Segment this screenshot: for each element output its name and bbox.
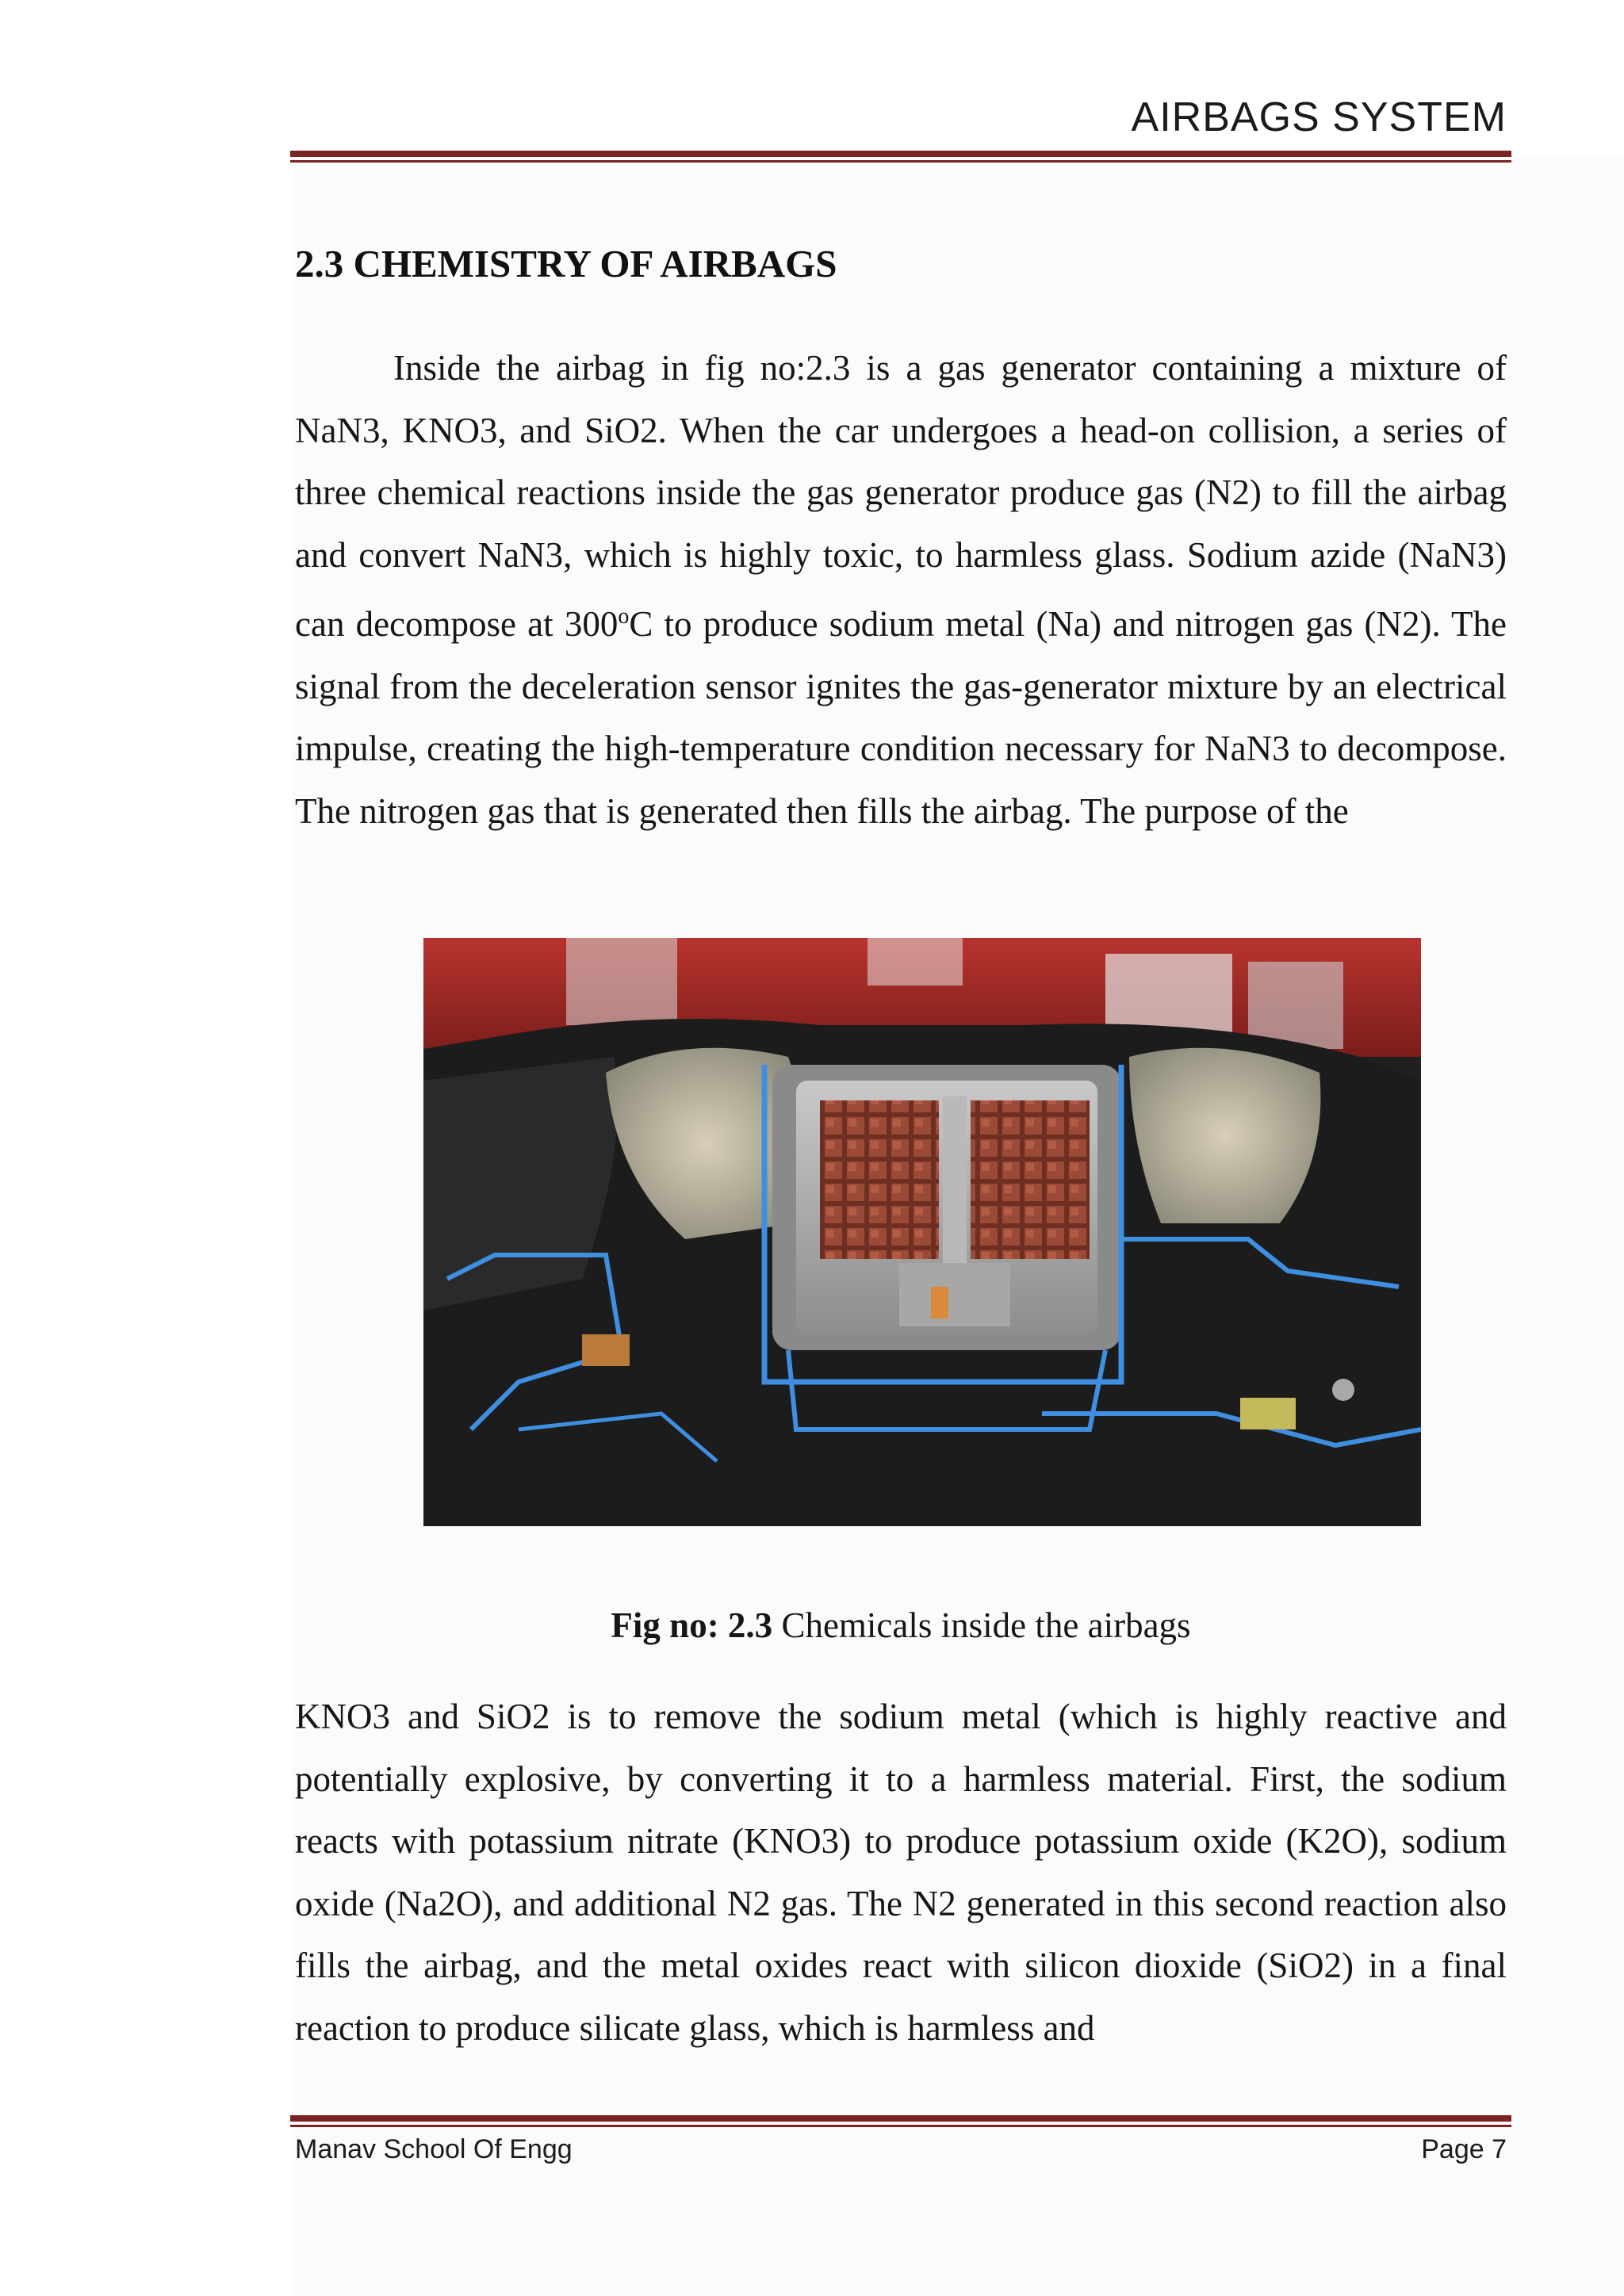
- airbag-cutaway-photo: [423, 938, 1421, 1526]
- figure-caption-label: Fig no: 2.3: [611, 1605, 773, 1645]
- paragraph-2: KNO3 and SiO2 is to remove the sodium metal (which is highly reactive and potentially explosive, by converting it to a harmless material. First, the sodium reacts with potassium nitrate (KNO3) to produce potassium oxide (K2O), sodium oxide (Na2O), and additional N2 gas. The N2 generated in this second reaction also fills the airbag, and the metal oxides react with silicon dioxide (SiO2) in a final reaction to produce silicate glass, which is harmless and: [295, 1697, 1507, 2048]
- footer-school-name: Manav School Of Engg: [295, 2134, 573, 2164]
- figure-caption-text: Chemicals inside the airbags: [772, 1605, 1191, 1645]
- section-heading: 2.3 CHEMISTRY OF AIRBAGS: [295, 242, 837, 285]
- paragraph-1-text: Inside the airbag in fig no:2.3 is a gas generator containing a mixture of NaN3, KNO3, and SiO2. When the car undergoes a head-on collision, a series of three chemical reactions inside the gas generator produce gas (N2) to fill the airbag and convert NaN3, which is highly toxic, to harmless glass. Sodium azide (NaN3) can decompose at 300: [295, 348, 1507, 644]
- footer-rule: [290, 2115, 1511, 2127]
- degree-superscript: o: [618, 604, 630, 629]
- paragraph-1: [295, 337, 1507, 842]
- footer-page-number: Page 7: [1421, 2134, 1507, 2164]
- header-title: AIRBAGS SYSTEM: [1131, 94, 1507, 140]
- paragraph-1-continued: C to produce sodium metal (Na) and nitrogen gas (N2). The signal from the deceleration sensor ignites the gas-generator mixture by an electrical impulse, creating the high-temperature condition necessary for NaN3 to decompose. The nitrogen gas that is generated then fills the airbag. The purpose of the: [295, 604, 1507, 831]
- header-rule: [290, 151, 1511, 163]
- figure-caption: [295, 1605, 1507, 1646]
